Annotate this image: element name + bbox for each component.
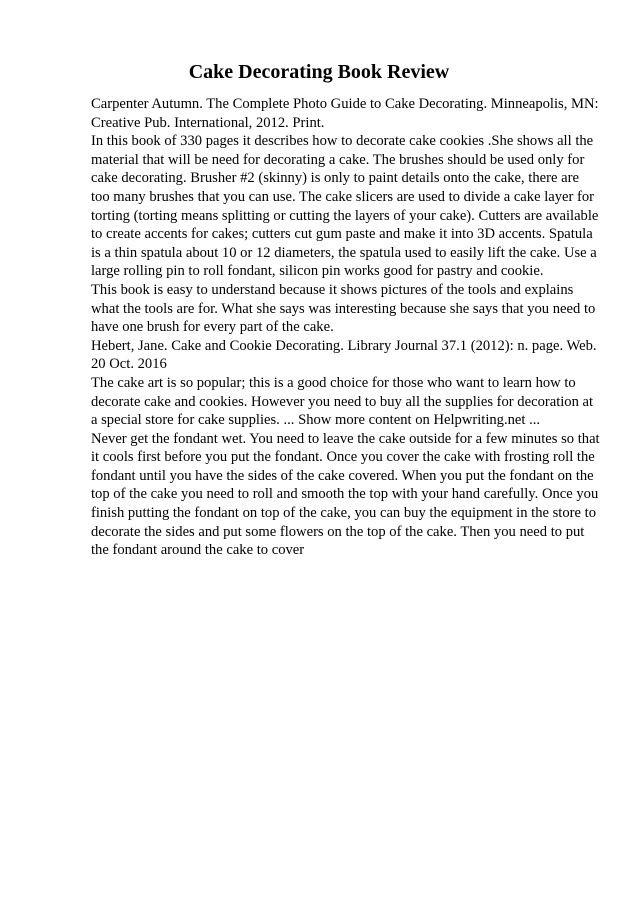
- document-body: [91, 95, 601, 560]
- citation-hebert: Hebert, Jane. Cake and Cookie Decorating. Library Journal 37.1 (2012): n. page. Web. 20 Oct. 2016: [91, 337, 597, 373]
- paragraph-summary: In this book of 330 pages it describes how to decorate cake cookies .She shows all the material that will be need for decorating a cake. The brushes should be used only for cake decorating. Brusher #2 (skinny) is only to paint details onto the cake, there are too many brushes that you can use. The cake slicers are used to divide a cake layer for torting (torting means splitting or cutting the layers of your cake). Cutters are available to create accents for cakes; cutters cut gum paste and make it into 3D accents. Spatula is a thin spatula about 10 or 12 diameters, the spatula used to easily lift the cake. Use a large rolling pin to roll fondant, silicon pin works good for pastry and cookie.: [91, 133, 599, 280]
- paragraph-opinion: This book is easy to understand because it shows pictures of the tools and explains what the tools are for. What she says was interesting because she says that you need to have one brush for every part of the cake.: [91, 281, 596, 336]
- citation-carpenter: Carpenter Autumn. The Complete Photo Guide to Cake Decorating. Minneapolis, MN: Creative Pub. International, 2012. Print.: [91, 96, 599, 131]
- document-title: Cake Decorating Book Review: [188, 61, 450, 83]
- paragraph-cake-art: The cake art is so popular; this is a good choice for those who want to learn how to decorate cake and cookies. However you need to buy all the supplies for decoration at a special store for cake supplies. ... Show more content on Helpwriting.net ...: [91, 374, 594, 429]
- paragraph-fondant: Never get the fondant wet. You need to leave the cake outside for a few minutes so that it cools first before you put the fondant. Once you cover the cake with frosting roll the fondant until you have the sides of the cake covered. When you put the fondant on the top of the cake you need to roll and smooth the top with your hand carefully. Once you finish putting the fondant on top of the cake, you can buy the equipment in the store to decorate the sides and put some flowers on the top of the cake. Then you need to put the fondant around the cake to cover: [91, 430, 600, 559]
